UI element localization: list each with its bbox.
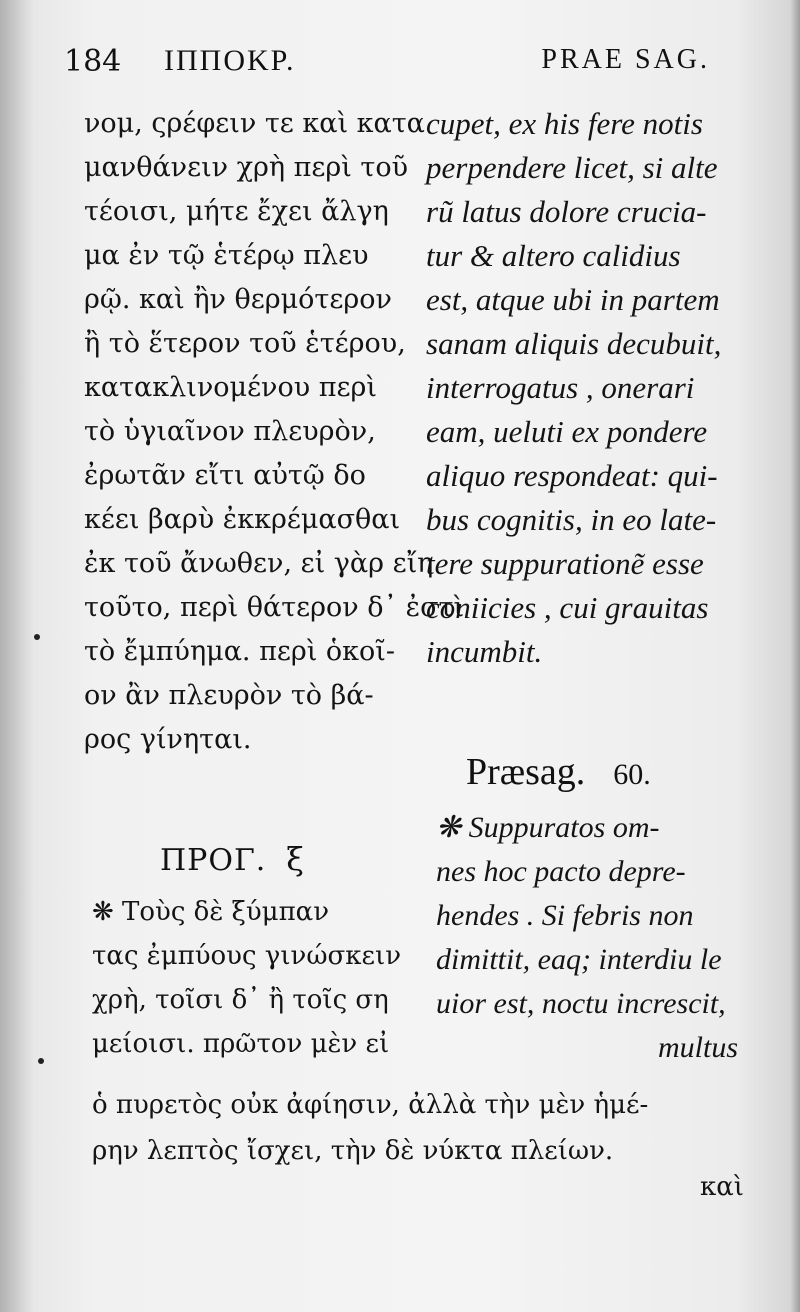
greek-line: τας ἐμπύους γινώσκειν xyxy=(92,941,402,971)
greek-section-heading xyxy=(160,840,305,878)
greek-line: μα ἐν τῷ ἑτέρῳ πλευ xyxy=(84,240,369,271)
greek-line: ὁ πυρετὸς οὐκ ἀφίησιν, ἀλλὰ τὴν μὲν ἡμέ- xyxy=(92,1090,649,1120)
greek-line: ον ἂν πλευρὸν τὸ βά- xyxy=(84,680,374,711)
greek-line: ρῷ. καὶ ἢν θερμότερον xyxy=(84,284,392,315)
greek-line: τοῦτο, περὶ θάτερον δ᾽ ἐστὶ xyxy=(84,592,465,623)
greek-heading-number: ξ xyxy=(286,840,305,878)
page-number: 184 xyxy=(64,44,122,79)
page-edge-shadow xyxy=(790,0,800,1312)
latin-line: uior est, noctu increscit, xyxy=(436,987,726,1020)
greek-line: χρὴ, τοῖσι δ᾽ ἢ τοῖς ση xyxy=(92,985,389,1015)
greek-line: κατακλινομένου περὶ xyxy=(84,372,377,403)
greek-line: κέει βαρὺ ἐκκρέμασθαι xyxy=(84,504,401,535)
latin-line: eam, ueluti ex pondere xyxy=(426,414,708,449)
catchword: καὶ xyxy=(699,1172,744,1202)
latin-line: perpendere licet, si alte xyxy=(426,150,718,185)
latin-line: tere suppuratione͂ esse xyxy=(426,546,704,581)
latin-column-top xyxy=(426,102,746,674)
latin-line: nes hoc pacto depre- xyxy=(436,855,686,888)
latin-heading-label: Præsag. xyxy=(466,751,586,793)
greek-line: ❋ Τοὺς δὲ ξύμπαν xyxy=(92,897,330,927)
latin-heading-number: 60. xyxy=(613,758,651,791)
greek-line: ἢ τὸ ἕτερον τοῦ ἑτέρου, xyxy=(84,328,406,359)
latin-line: multus xyxy=(657,1031,738,1064)
latin-line: tur & altero calidius xyxy=(426,238,681,273)
full-width-greek xyxy=(92,1082,752,1174)
latin-line: interrogatus , onerari xyxy=(426,370,695,405)
latin-line: incumbit. xyxy=(426,634,543,669)
greek-line: μείοισι. πρῶτον μὲν εἰ xyxy=(92,1029,390,1059)
gutter-shadow xyxy=(0,0,34,1312)
latin-line: rũ latus dolore crucia- xyxy=(426,194,707,229)
greek-heading-label: ΠΡΟΓ. xyxy=(160,843,267,878)
running-title-latin: PRAE SAG. xyxy=(541,44,710,75)
page-header xyxy=(64,44,710,84)
greek-line: τὸ ὑγιαῖνον πλευρὸν, xyxy=(84,416,376,447)
greek-line: ρην λεπτὸς ἴσχει, τὴν δὲ νύκτα πλείων. xyxy=(92,1136,614,1166)
latin-line: cupet, ex his fere notis xyxy=(426,106,703,141)
greek-line: μανθάνειν χρὴ περὶ τοῦ xyxy=(84,152,409,183)
latin-line: hendes . Si febris non xyxy=(436,899,694,932)
greek-line: ρος γίνηται. xyxy=(84,724,252,755)
latin-line: est, atque ubi in partem xyxy=(426,282,720,317)
latin-line: coniicies , cui grauitas xyxy=(426,590,709,625)
greek-line: τὸ ἔμπύημα. περὶ ὁκοῖ- xyxy=(84,636,395,667)
greek-line: ἐκ τοῦ ἄνωθεν, εἰ γὰρ εἴη xyxy=(84,548,434,579)
running-title-greek: ΙΠΠΟΚΡ. xyxy=(164,44,296,77)
latin-column-bottom xyxy=(436,806,748,1070)
greek-line: ἐρωτᾶν εἴτι αὐτῷ δο xyxy=(84,460,366,491)
greek-line: νομ, ςρέφειν τε καὶ κατα xyxy=(84,108,425,139)
latin-line: ❋ Suppuratos om- xyxy=(436,811,660,844)
latin-line: bus cognitis, in eo late- xyxy=(426,502,717,537)
greek-line: τέοισι, μήτε ἔχει ἄλγη xyxy=(84,196,389,227)
greek-column-bottom xyxy=(92,890,412,1066)
latin-line: aliquo respondeat: qui- xyxy=(426,458,718,493)
greek-column-top xyxy=(84,102,465,762)
ink-speck xyxy=(38,1058,44,1064)
latin-line: dimittit, eaq; interdiu le xyxy=(436,943,722,976)
latin-section-heading xyxy=(466,750,651,794)
latin-line: sanam aliquis decubuit, xyxy=(426,326,722,361)
ink-speck xyxy=(34,634,40,640)
